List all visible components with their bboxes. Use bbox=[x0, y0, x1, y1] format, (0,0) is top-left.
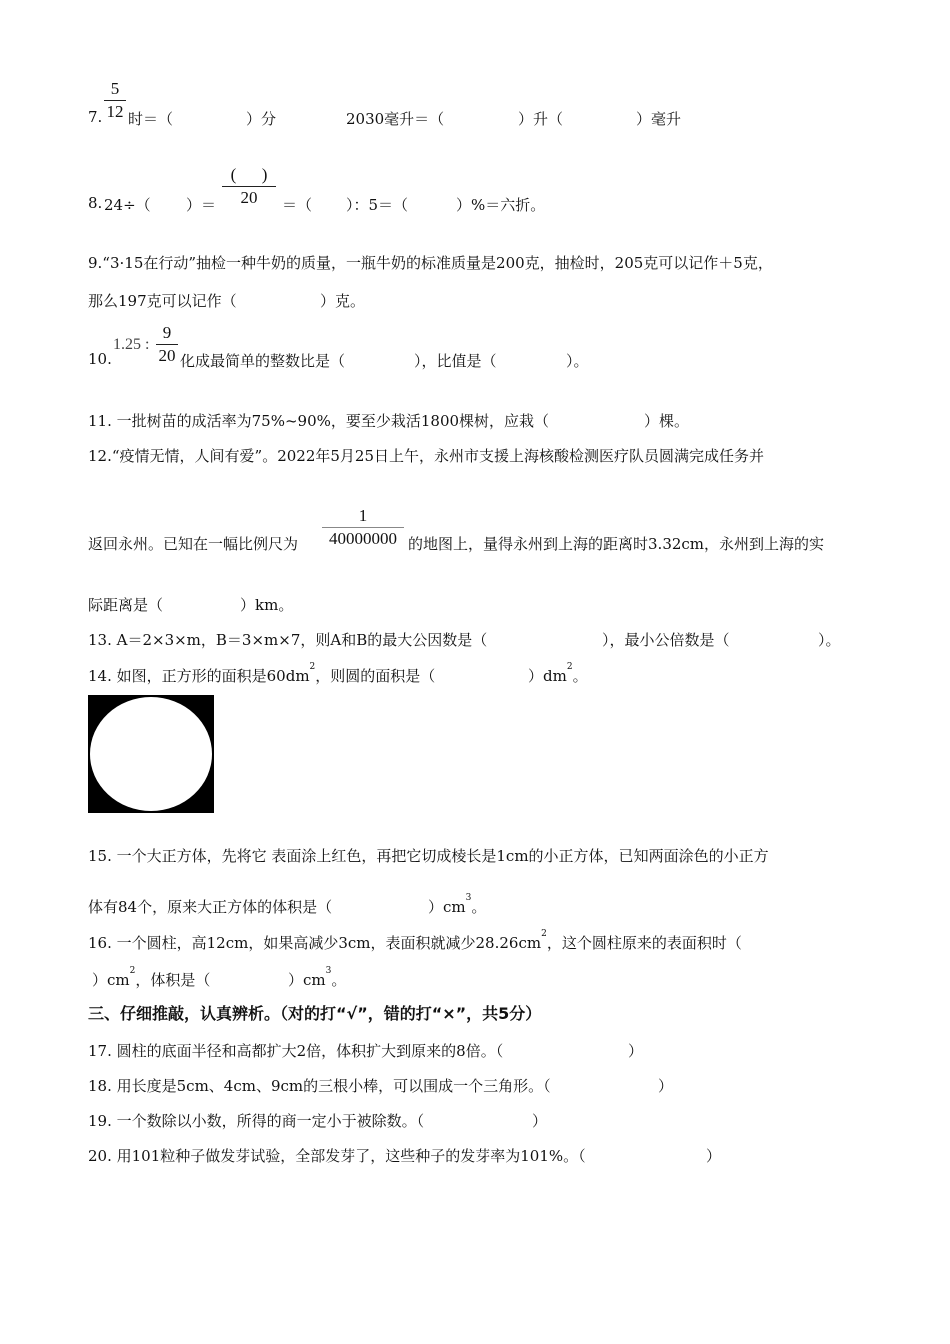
fraction-bar bbox=[222, 186, 276, 187]
q10-frac-denominator: 20 bbox=[158, 346, 176, 365]
q15-sup: 3 bbox=[465, 893, 472, 903]
q15-line-2-a: 体有84个，原来大正方体的体积是（ bbox=[88, 898, 333, 916]
q12-frac-numerator: 1 bbox=[358, 506, 368, 525]
q7-number: 7. bbox=[88, 108, 103, 126]
q12-line-1: 12.“疫情无情，人间有爱”。2022年5月25日上午，永州市支援上海核酸检测医疗队员圆满完成任务并 bbox=[88, 447, 765, 465]
q7-text-a: 时＝（ bbox=[128, 110, 174, 128]
section-3-heading: 三、仔细推敲，认真辨析。（对的打“√”，错的打“×”，共5分） bbox=[88, 1004, 542, 1023]
q18-answer-end: ） bbox=[658, 1077, 674, 1095]
q16-line-2-a: ）cm bbox=[92, 971, 130, 989]
q15-line-1: 15. 一个大正方体，先将它 表面涂上红色，再把它切成棱长是1cm的小正方体，已知两面涂色的小正方 bbox=[88, 847, 769, 865]
q7-text-e: ）毫升 bbox=[636, 110, 682, 128]
q14-text-a: 14. 如图，正方形的面积是60dm bbox=[88, 667, 310, 685]
q14-text-c: ）dm bbox=[528, 667, 567, 685]
q8-fraction bbox=[222, 166, 276, 207]
q20-text: 20. 用101粒种子做发芽试验，全部发芽了，这些种子的发芽率为101%。（ bbox=[88, 1147, 586, 1165]
fraction-bar bbox=[322, 527, 404, 528]
q19-text: 19. 一个数除以小数，所得的商一定小于被除数。（ bbox=[88, 1112, 425, 1130]
q8-number: 8. bbox=[88, 194, 103, 212]
q15-line-2-c: 。 bbox=[471, 898, 487, 916]
circle-in-square-figure bbox=[88, 695, 214, 813]
q14-sup-a: 2 bbox=[309, 662, 316, 672]
q15-line-2-end bbox=[428, 893, 487, 917]
q13-text-a: 13. A＝2×3×m，B＝3×m×7，则A和B的最大公因数是（ bbox=[88, 631, 488, 649]
q12-line-3-a: 际距离是（ bbox=[88, 596, 164, 614]
q16-sup-1: 2 bbox=[541, 929, 547, 939]
q7-frac-denominator: 12 bbox=[106, 102, 124, 121]
q16-line-1 bbox=[88, 929, 742, 953]
q19-answer-end: ） bbox=[532, 1112, 548, 1130]
q13-text-c: ）。 bbox=[818, 631, 841, 649]
figure-circle bbox=[90, 697, 212, 811]
q16-line-1-a: 16. 一个圆柱，高12cm，如果高减少3cm，表面积就减少28.26cm bbox=[88, 934, 542, 952]
q7-frac-numerator: 5 bbox=[110, 79, 120, 98]
q15-line-2-b: ）cm bbox=[428, 898, 466, 916]
q7-fraction bbox=[104, 80, 126, 121]
q8-text-a: 24÷（ bbox=[104, 196, 151, 214]
q16-line-2-c: ）cm bbox=[288, 971, 326, 989]
q7-text-d: ）升（ bbox=[518, 110, 564, 128]
q16-line-2-d: 。 bbox=[331, 971, 347, 989]
q10-text-b: ），比值是（ bbox=[414, 352, 497, 370]
q16-line-2-end bbox=[288, 966, 347, 990]
q12-frac-denominator: 40000000 bbox=[329, 529, 397, 548]
q10-ratio-left: 1.25 : bbox=[113, 336, 150, 353]
q17-text: 17. 圆柱的底面半径和高都扩大2倍，体积扩大到原来的8倍。（ bbox=[88, 1042, 504, 1060]
q12-scale-fraction bbox=[322, 507, 404, 548]
q10-frac-numerator: 9 bbox=[162, 323, 172, 342]
q14-text-b: ，则圆的面积是（ bbox=[315, 667, 436, 685]
q10-number: 10. bbox=[88, 350, 112, 368]
q9-line-1: 9.“3·15在行动”抽检一种牛奶的质量，一瓶牛奶的标准质量是200克，抽检时，205克可以记作＋5克， bbox=[88, 254, 773, 272]
q16-line-2-b: ，体积是（ bbox=[135, 971, 211, 989]
q8-text-c: ＝（ bbox=[282, 196, 313, 214]
q10-text-c: ）。 bbox=[566, 352, 589, 370]
q11-text: 11. 一批树苗的成活率为75%~90%，要至少栽活1800棵树，应栽（ bbox=[88, 412, 550, 430]
q14-line-end bbox=[528, 662, 588, 686]
q11-text-end: ）棵。 bbox=[644, 412, 690, 430]
q8-text-e: ）%＝六折。 bbox=[456, 196, 546, 214]
q13-text-b: ），最小公倍数是（ bbox=[602, 631, 730, 649]
q7-text-c: 2030毫升＝（ bbox=[346, 110, 445, 128]
q14-text-d: 。 bbox=[572, 667, 588, 685]
q14-sup-b: 2 bbox=[566, 662, 573, 672]
q12-line-3-b: ）km。 bbox=[240, 596, 294, 614]
q20-answer-end: ） bbox=[706, 1147, 722, 1165]
q16-line-1-b: ，这个圆柱原来的表面积时（ bbox=[546, 934, 742, 952]
q14-line bbox=[88, 662, 436, 686]
q9-line-2: 那么197克可以记作（ bbox=[88, 292, 237, 310]
q16-line-2-start bbox=[92, 966, 211, 990]
q18-text: 18. 用长度是5cm、4cm、9cm的三根小棒，可以围成一个三角形。（ bbox=[88, 1077, 551, 1095]
q10-fraction bbox=[156, 324, 178, 365]
q17-answer-end: ） bbox=[628, 1042, 644, 1060]
q12-line-2-b: 的地图上，量得永州到上海的距离时3.32cm，永州到上海的实 bbox=[408, 535, 825, 553]
circle-in-square-icon bbox=[88, 695, 214, 813]
q16-sup-2: 2 bbox=[129, 966, 136, 976]
q8-frac-denominator: 20 bbox=[240, 188, 258, 207]
q7-text-b: ）分 bbox=[246, 110, 277, 128]
q8-text-b: ）＝ bbox=[186, 196, 217, 214]
q16-sup-3: 3 bbox=[325, 966, 332, 976]
q12-line-2-a: 返回永州。已知在一幅比例尺为 bbox=[88, 535, 299, 553]
fraction-bar bbox=[104, 100, 126, 101]
q8-frac-numerator: ( ) bbox=[230, 165, 268, 184]
fraction-bar bbox=[156, 344, 178, 345]
q10-text-a: 化成最简单的整数比是（ bbox=[180, 352, 346, 370]
q8-text-d: ）：5＝（ bbox=[346, 196, 409, 214]
q9-line-2-end: ）克。 bbox=[320, 292, 366, 310]
